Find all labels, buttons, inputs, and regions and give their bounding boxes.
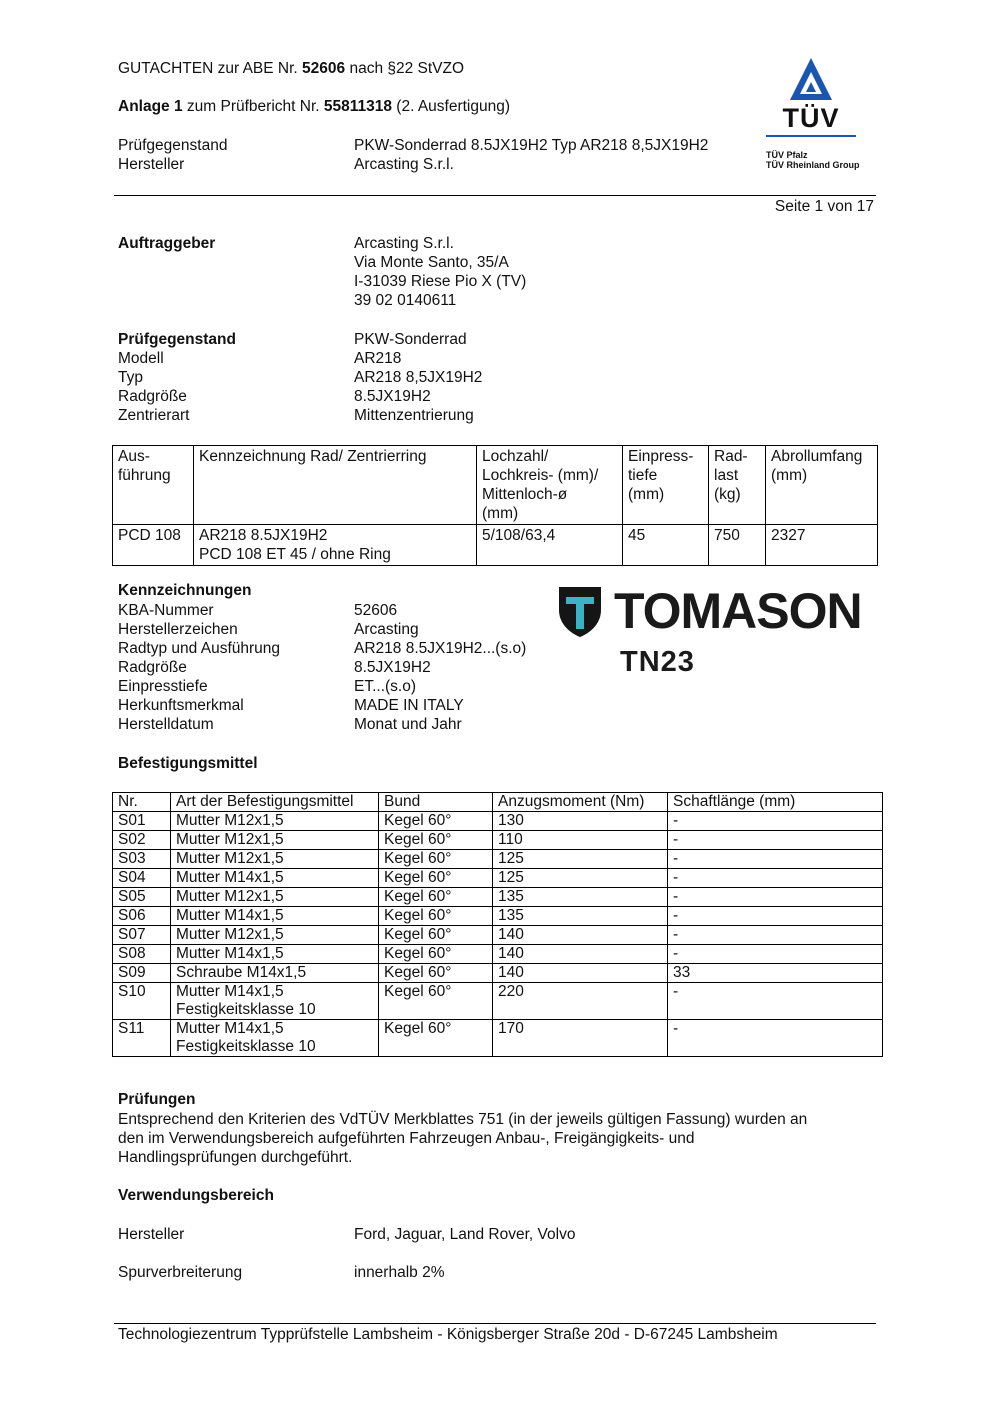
table-row [113,888,883,907]
kz-label: Radgröße [118,659,187,676]
cell-bund: Kegel 60° [379,983,493,1020]
auftraggeber-label: Auftraggeber [118,235,216,252]
cell-abrollumfang: 2327 [766,525,878,566]
tomason-shield-icon [556,584,604,638]
address-line: Arcasting S.r.l. [354,235,454,252]
cell-art: Mutter M12x1,5 [171,888,379,907]
cell-art: Mutter M12x1,5 [171,812,379,831]
header-divider [114,195,876,196]
th-schaft: Schaftlänge (mm) [668,793,883,812]
th-bund: Bund [379,793,493,812]
th-lochzahl: Lochzahl/ Lochkreis- (mm)/ Mittenloch-ø (mm) [477,446,623,525]
tuv-sub1: TÜV Pfalz [766,150,808,160]
verwendung-title: Verwendungsbereich [118,1187,274,1204]
pruefungen-title: Prüfungen [118,1091,196,1108]
header-value: PKW-Sonderrad 8.5JX19H2 Typ AR218 8,5JX19H2 [354,137,709,154]
table-row [113,525,878,566]
kz-value: ET...(s.o) [354,678,417,695]
cell-bund: Kegel 60° [379,869,493,888]
cell-nr: S02 [113,831,171,850]
tomason-brand: TOMASON [614,583,862,639]
header-value: Arcasting S.r.l. [354,156,454,173]
header-info [118,136,709,174]
address-line: 39 02 0140611 [354,292,457,309]
cell-schaft: - [668,812,883,831]
th-kennzeichnung: Kennzeichnung Rad/ Zentrierring [194,446,477,525]
cell-art: Mutter M12x1,5 [171,926,379,945]
verwendung-spur-label: Spurverbreiterung [118,1264,243,1281]
cell-art: Mutter M14x1,5 [171,945,379,964]
cell-lochzahl: 5/108/63,4 [477,525,623,566]
table-row [113,812,883,831]
header-label: Prüfgegenstand [118,137,228,154]
cell-schaft: - [668,926,883,945]
pg-value: Mittenzentrierung [354,407,474,424]
cell-art: Mutter M14x1,5 [171,907,379,926]
cell-schaft: - [668,850,883,869]
pg-value: AR218 [354,350,402,367]
kz-label: Einpresstiefe [118,678,208,695]
tuv-logo [764,56,860,170]
cell-radlast: 750 [709,525,766,566]
cell-nr: S05 [113,888,171,907]
paragraph-line: Entsprechend den Kriterien des VdTÜV Merkblattes 751 (in der jeweils gültigen Fassung) wurden an [118,1111,808,1128]
pg-label: Radgröße [118,388,187,405]
cell-nr: S03 [113,850,171,869]
address-line: Via Monte Santo, 35/A [354,254,509,271]
cell-nr: S01 [113,812,171,831]
tuv-mark: TÜV [782,103,840,133]
kz-value: 8.5JX19H2 [354,659,431,676]
cell-nr: S11 [113,1020,171,1057]
kz-value: Arcasting [354,621,419,638]
table-row [113,907,883,926]
cell-nr: S10 [113,983,171,1020]
paragraph-line: den im Verwendungsbereich aufgeführten Fahrzeugen Anbau-, Freigängigkeits- und [118,1130,695,1147]
cell-schaft: - [668,945,883,964]
cell-nr: S09 [113,964,171,983]
cell-art: Mutter M14x1,5 [171,869,379,888]
kz-value: Monat und Jahr [354,716,462,733]
cell-bund: Kegel 60° [379,945,493,964]
th-einpresstiefe: Einpress- tiefe (mm) [623,446,709,525]
wheel-table [112,445,878,566]
fastener-table-header [113,793,883,812]
tomason-logo [556,584,880,680]
th-art: Art der Befestigungsmittel [171,793,379,812]
cell-nr: S08 [113,945,171,964]
cell-moment: 140 [493,945,668,964]
pruefungen-text [118,1110,807,1167]
kz-value: MADE IN ITALY [354,697,464,714]
pruefgegenstand-block [118,330,483,425]
document-title: GUTACHTEN zur ABE Nr. 52606 nach §22 StVZO [118,60,465,77]
footer-divider [114,1323,876,1324]
kz-label: KBA-Nummer [118,602,214,619]
cell-schaft: - [668,831,883,850]
cell-art: Schraube M14x1,5 [171,964,379,983]
page-number: Seite 1 von 17 [774,198,874,215]
pg-label: Zentrierart [118,407,190,424]
table-row [113,869,883,888]
th-abrollumfang: Abrollumfang (mm) [766,446,878,525]
verwendung-hersteller-value: Ford, Jaguar, Land Rover, Volvo [354,1226,576,1243]
header-label: Hersteller [118,156,185,173]
cell-moment: 140 [493,964,668,983]
wheel-table-header [113,446,878,525]
kz-label: Herstelldatum [118,716,214,733]
cell-moment: 130 [493,812,668,831]
cell-moment: 125 [493,869,668,888]
th-radlast: Rad- last (kg) [709,446,766,525]
kz-label: Radtyp und Ausführung [118,640,281,657]
table-row [113,945,883,964]
cell-schaft: 33 [668,964,883,983]
cell-bund: Kegel 60° [379,964,493,983]
kz-value: 52606 [354,602,398,619]
cell-nr: S06 [113,907,171,926]
cell-ausfuehrung: PCD 108 [113,525,194,566]
cell-moment: 170 [493,1020,668,1057]
pg-value: 8.5JX19H2 [354,388,431,405]
kennzeichnungen-title: Kennzeichnungen [118,582,252,599]
cell-moment: 135 [493,907,668,926]
cell-moment: 110 [493,831,668,850]
cell-schaft: - [668,907,883,926]
cell-kennzeichnung: AR218 8.5JX19H2 PCD 108 ET 45 / ohne Ring [194,525,477,566]
table-row [113,964,883,983]
table-row [113,831,883,850]
pg-label: Typ [118,369,143,386]
cell-bund: Kegel 60° [379,812,493,831]
cell-art: Mutter M14x1,5 Festigkeitsklasse 10 [171,983,379,1020]
th-ausfuehrung: Aus- führung [113,446,194,525]
cell-moment: 125 [493,850,668,869]
kennzeichnungen-list [118,601,527,734]
kz-value: AR218 8.5JX19H2...(s.o) [354,640,527,657]
cell-bund: Kegel 60° [379,926,493,945]
pg-value: PKW-Sonderrad [354,331,467,348]
address-line: I-31039 Riese Pio X (TV) [354,273,527,290]
kz-label: Herstellerzeichen [118,621,238,638]
pg-label: Prüfgegenstand [118,331,236,348]
cell-bund: Kegel 60° [379,850,493,869]
cell-nr: S07 [113,926,171,945]
th-nr: Nr. [113,793,171,812]
cell-schaft: - [668,869,883,888]
table-row [113,926,883,945]
fastener-table [112,792,883,1057]
cell-schaft: - [668,1020,883,1057]
table-row [113,850,883,869]
table-row [113,1020,883,1057]
table-row [113,983,883,1020]
cell-schaft: - [668,983,883,1020]
verwendung-spur-value: innerhalb 2% [354,1264,445,1281]
cell-bund: Kegel 60° [379,831,493,850]
kz-label: Herkunftsmerkmal [118,697,244,714]
cell-art: Mutter M12x1,5 [171,831,379,850]
cell-bund: Kegel 60° [379,907,493,926]
cell-schaft: - [668,888,883,907]
befestigung-title: Befestigungsmittel [118,755,258,772]
paragraph-line: Handlingsprüfungen durchgeführt. [118,1149,353,1166]
tomason-model: TN23 [620,646,695,678]
cell-art: Mutter M12x1,5 [171,850,379,869]
pg-value: AR218 8,5JX19H2 [354,369,483,386]
footer-text: Technologiezentrum Typprüfstelle Lambsheim - Königsberger Straße 20d - D-67245 Lambsheim [118,1326,778,1343]
verwendung-hersteller-label: Hersteller [118,1226,185,1243]
auftraggeber-address [354,234,526,310]
cell-nr: S04 [113,869,171,888]
cell-moment: 140 [493,926,668,945]
cell-moment: 220 [493,983,668,1020]
report-reference: Anlage 1 zum Prüfbericht Nr. 55811318 (2. Ausfertigung) [118,98,511,115]
th-moment: Anzugsmoment (Nm) [493,793,668,812]
cell-bund: Kegel 60° [379,888,493,907]
cell-bund: Kegel 60° [379,1020,493,1057]
pg-label: Modell [118,350,164,367]
cell-moment: 135 [493,888,668,907]
tuv-sub2: TÜV Rheinland Group [766,160,860,170]
cell-einpresstiefe: 45 [623,525,709,566]
cell-art: Mutter M14x1,5 Festigkeitsklasse 10 [171,1020,379,1057]
